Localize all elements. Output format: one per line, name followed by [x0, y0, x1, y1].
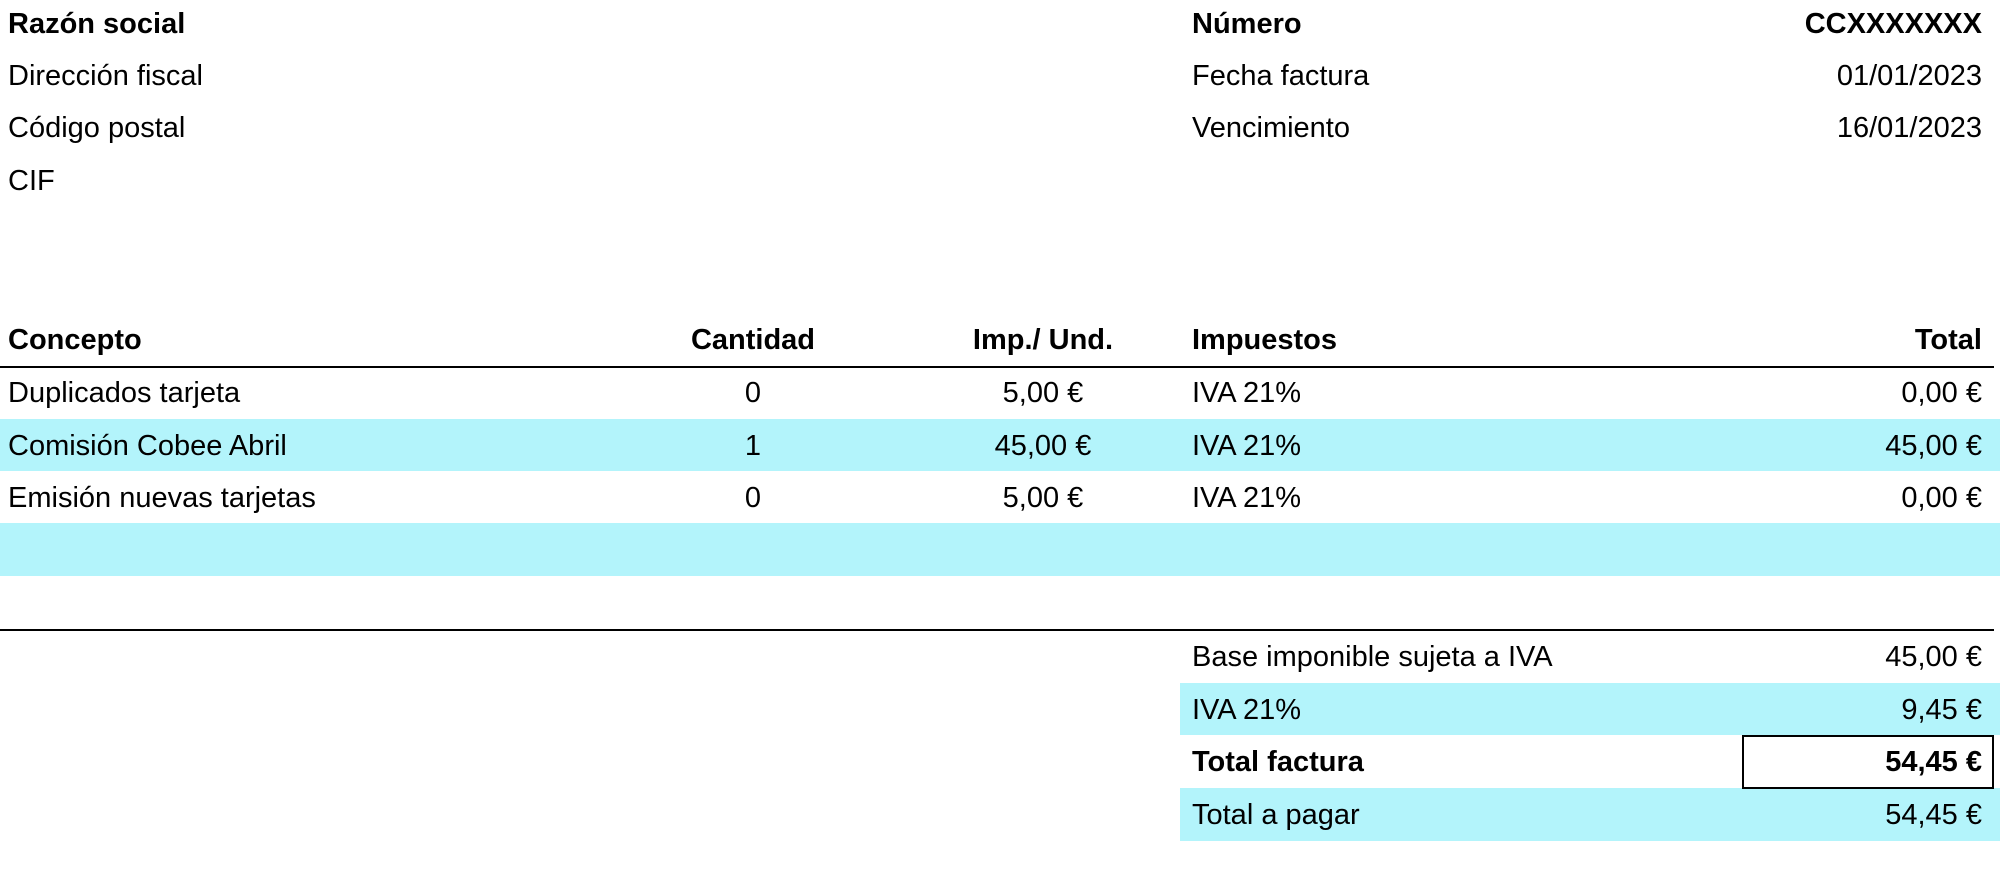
- header-concepto: Concepto: [8, 324, 142, 356]
- row-total: 0,00 €: [1901, 377, 1982, 409]
- row-total: 0,00 €: [1901, 482, 1982, 514]
- row-impuestos: IVA 21%: [1192, 377, 1302, 409]
- due-date-value: 16/01/2023: [1836, 112, 1982, 144]
- row-imp-und: 45,00 €: [994, 430, 1092, 462]
- total-factura-label: Total factura: [1192, 746, 1364, 778]
- header-total: Total: [1914, 324, 1982, 356]
- row-concepto: Emisión nuevas tarjetas: [8, 482, 316, 514]
- base-imponible-value: 45,00 €: [1885, 641, 1982, 673]
- base-imponible-label: Base imponible sujeta a IVA: [1192, 641, 1553, 673]
- row-cantidad: 1: [744, 430, 762, 462]
- row-cantidad: 0: [744, 377, 762, 409]
- header-imp-und: Imp./ Und.: [972, 324, 1114, 356]
- total-factura-value: 54,45 €: [1885, 746, 1982, 778]
- row-concepto: Duplicados tarjeta: [8, 377, 241, 409]
- row-concepto: Comisión Cobee Abril: [8, 430, 287, 462]
- invoice-number-label: Número: [1192, 8, 1302, 40]
- company-cif-label: CIF: [8, 165, 55, 197]
- summary-iva-highlight: [1180, 683, 2000, 735]
- row-imp-und: 5,00 €: [1002, 482, 1084, 514]
- iva-label: IVA 21%: [1192, 694, 1302, 726]
- row-cantidad: 0: [744, 482, 762, 514]
- total-pagar-label: Total a pagar: [1192, 799, 1360, 831]
- invoice-date-label: Fecha factura: [1192, 60, 1370, 92]
- header-impuestos: Impuestos: [1192, 324, 1338, 356]
- iva-value: 9,45 €: [1901, 694, 1982, 726]
- row-impuestos: IVA 21%: [1192, 430, 1302, 462]
- row-imp-und: 5,00 €: [1002, 377, 1084, 409]
- table-bottom-divider: [0, 629, 1994, 631]
- due-date-label: Vencimiento: [1192, 112, 1350, 144]
- header-divider: [0, 366, 1994, 368]
- company-postal-code-label: Código postal: [8, 112, 186, 144]
- invoice-number-value: CCXXXXXXX: [1804, 8, 1982, 40]
- row-impuestos: IVA 21%: [1192, 482, 1302, 514]
- header-cantidad: Cantidad: [690, 324, 816, 356]
- invoice-date-value: 01/01/2023: [1836, 60, 1982, 92]
- total-pagar-value: 54,45 €: [1885, 799, 1982, 831]
- empty-row-highlight: [0, 523, 2000, 576]
- company-name-label: Razón social: [8, 8, 186, 40]
- row-total: 45,00 €: [1885, 430, 1982, 462]
- company-address-label: Dirección fiscal: [8, 60, 203, 92]
